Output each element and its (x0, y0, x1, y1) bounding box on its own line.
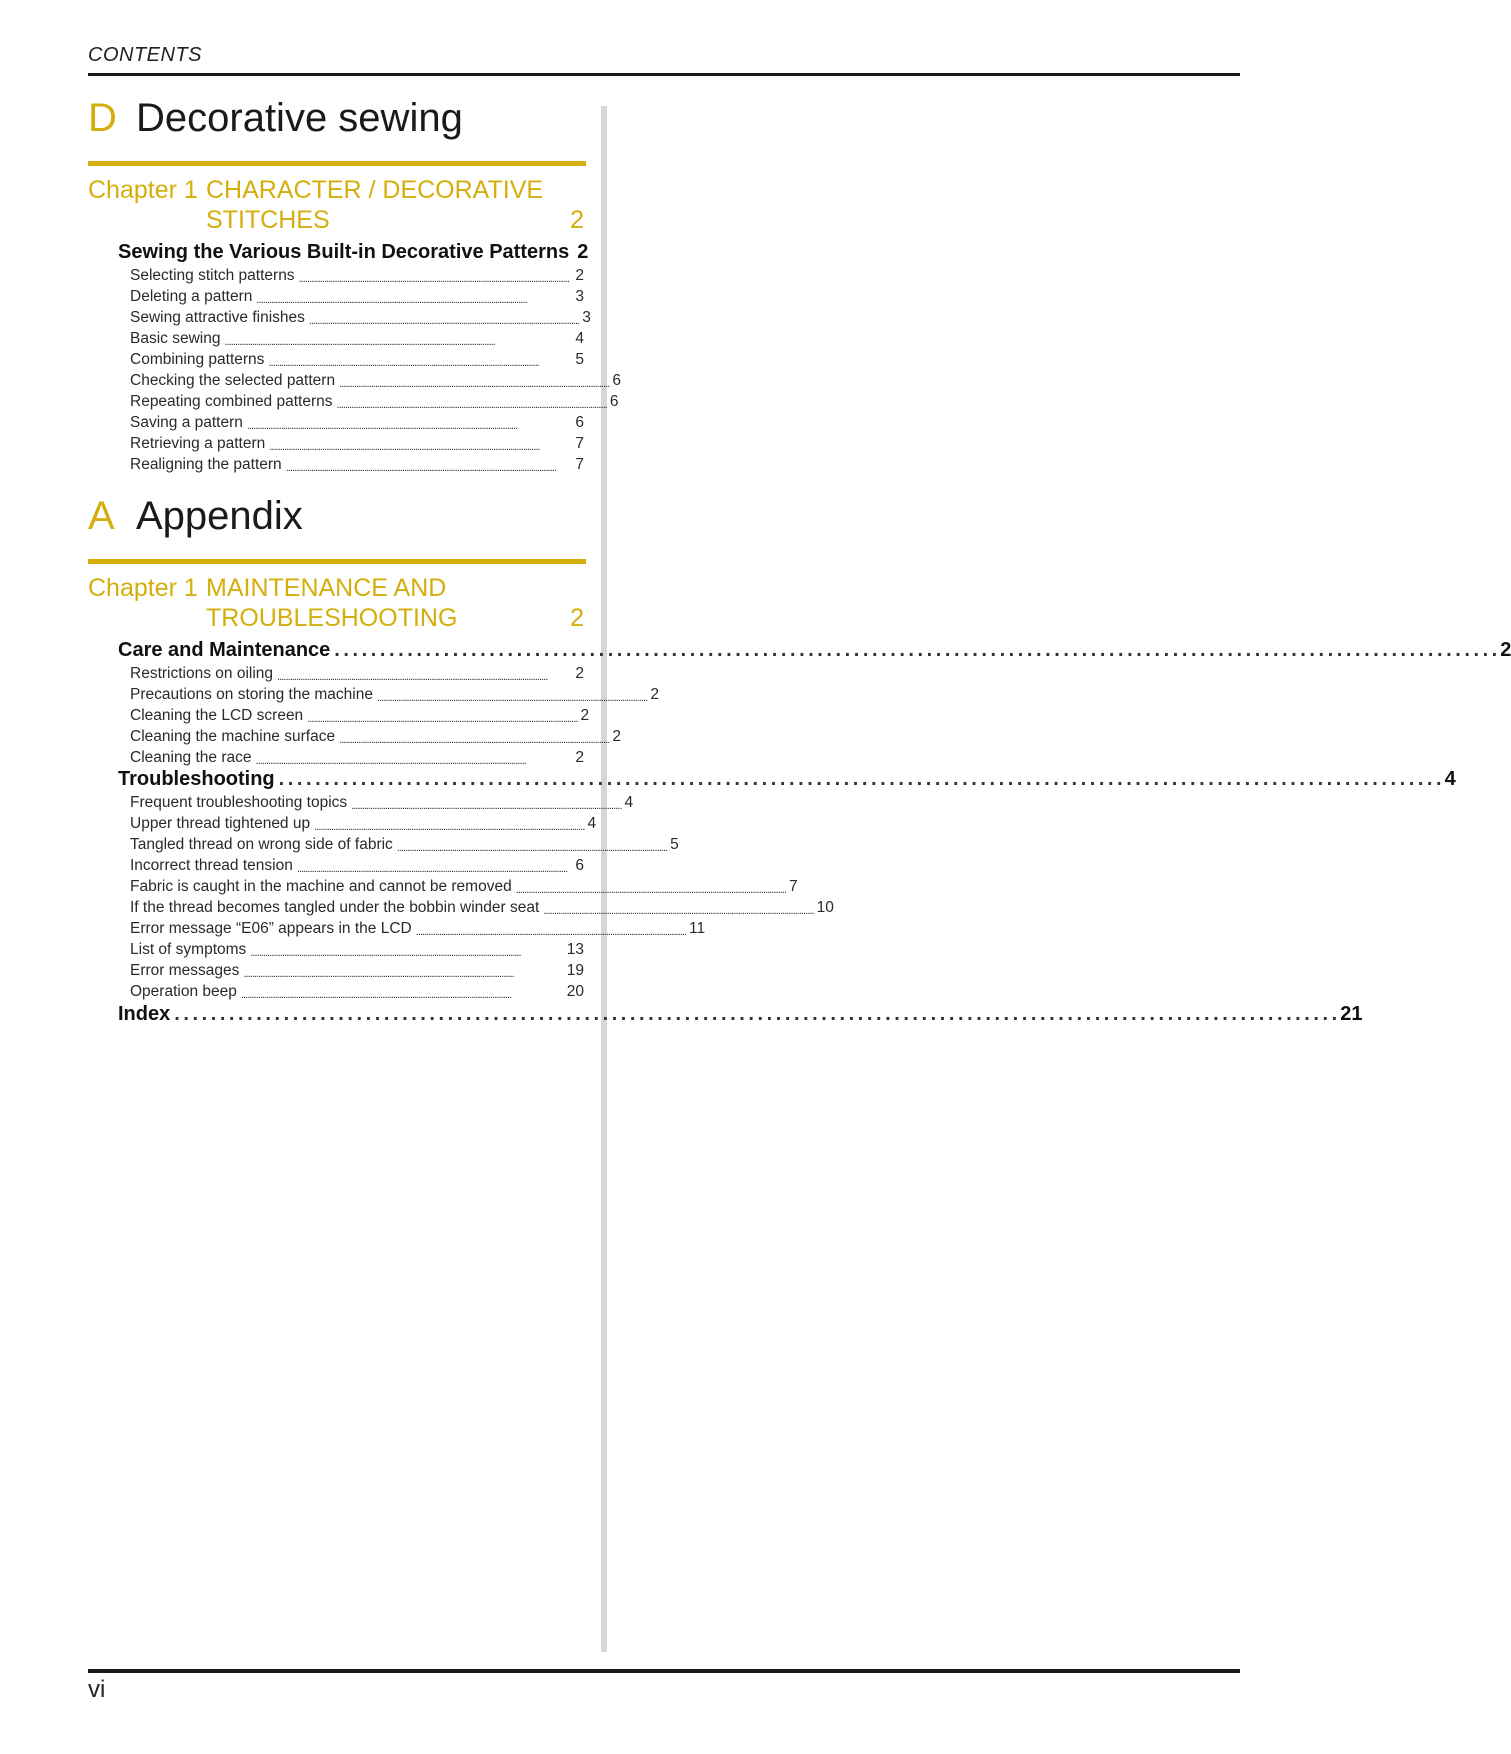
leader-dots (269, 441, 571, 453)
toc-entry[interactable] (130, 370, 622, 390)
section-page: 2 (1500, 639, 1511, 661)
entry-page: 4 (587, 815, 597, 832)
entry-title: Operation beep (130, 983, 237, 1000)
section-title: Sewing the Various Built-in Decorative Patterns (118, 241, 570, 263)
entry-page: 5 (575, 351, 584, 368)
entry-title: List of symptoms (130, 941, 247, 958)
toc-entry[interactable] (130, 391, 619, 411)
toc-entry[interactable] (130, 328, 584, 348)
leader-dots (377, 692, 646, 704)
entry-page: 11 (689, 920, 706, 937)
entry-title: Deleting a pattern (130, 288, 253, 305)
leader-dots (416, 926, 685, 938)
toc-entry[interactable] (130, 897, 834, 917)
part-letter: A (88, 494, 115, 538)
leader-dots (277, 671, 571, 683)
section-page: 2 (577, 241, 589, 263)
part-title: Decorative sewing (136, 96, 463, 140)
entry-page: 2 (650, 686, 659, 703)
part-heading-decorative-sewing (88, 96, 586, 166)
chapter-heading[interactable] (88, 574, 586, 634)
column-divider (601, 106, 607, 1652)
leader-dots (286, 462, 572, 474)
leader-dots (279, 768, 1441, 791)
part-rule (88, 559, 586, 564)
chapter-label: Chapter 1 (88, 176, 198, 204)
index-page: 21 (1340, 1003, 1363, 1025)
entry-title: Selecting stitch patterns (130, 267, 295, 284)
leader-dots (337, 399, 606, 411)
entry-page: 7 (789, 878, 798, 895)
toc-entry[interactable] (130, 726, 622, 746)
index-title: Index (118, 1003, 171, 1025)
leader-dots (351, 800, 620, 812)
entry-page: 4 (575, 330, 584, 347)
leader-dots (256, 294, 571, 306)
section-title: Care and Maintenance (118, 639, 331, 661)
entry-title: Cleaning the machine surface (130, 728, 336, 745)
chapter-title-line2: STITCHES (206, 206, 330, 234)
leader-dots (247, 420, 571, 432)
toc-entry[interactable] (130, 307, 591, 327)
leader-dots (543, 905, 812, 917)
running-header: CONTENTS (88, 44, 202, 66)
part-letter: D (88, 96, 117, 140)
entry-page: 2 (575, 267, 584, 284)
entry-title: Combining patterns (130, 351, 265, 368)
toc-entry[interactable] (130, 684, 659, 704)
toc-entry[interactable] (130, 663, 584, 683)
toc-entry[interactable] (130, 265, 584, 285)
entry-title: Error message “E06” appears in the LCD (130, 920, 412, 937)
entry-title: Upper thread tightened up (130, 815, 311, 832)
entry-title: Precautions on storing the machine (130, 686, 373, 703)
section-title: Troubleshooting (118, 768, 275, 790)
leader-dots (297, 863, 572, 875)
leader-dots (256, 755, 572, 767)
part-rule (88, 161, 586, 166)
entry-page: 2 (575, 665, 584, 682)
toc-entry[interactable] (130, 433, 584, 453)
toc-entry[interactable] (130, 960, 584, 980)
entry-title: Repeating combined patterns (130, 393, 333, 410)
chapter-label: Chapter 1 (88, 574, 198, 602)
entry-title: Fabric is caught in the machine and cannot be removed (130, 878, 512, 895)
leader-dots (241, 989, 563, 1001)
entry-page: 20 (566, 983, 584, 1000)
toc-entry[interactable] (130, 792, 634, 812)
entry-page: 7 (575, 435, 584, 452)
leader-dots (516, 884, 785, 896)
entry-page: 2 (612, 728, 622, 745)
entry-title: Restrictions on oiling (130, 665, 274, 682)
toc-entry[interactable] (130, 705, 590, 725)
entry-page: 2 (580, 707, 590, 724)
chapter-heading[interactable] (88, 176, 586, 236)
entry-title: Error messages (130, 962, 240, 979)
toc-section-entry[interactable] (118, 767, 1456, 791)
toc-entry[interactable] (130, 876, 798, 896)
toc-entry[interactable] (130, 286, 584, 306)
entry-title: If the thread becomes tangled under the bobbin winder seat (130, 899, 540, 916)
section-page: 4 (1444, 768, 1456, 790)
entry-page: 6 (575, 857, 584, 874)
toc-entry[interactable] (130, 918, 706, 938)
leader-dots (250, 947, 562, 959)
chapter-title-line1: CHARACTER / DECORATIVE (206, 176, 544, 204)
toc-section-entry[interactable] (118, 240, 589, 264)
toc-index-entry[interactable] (118, 1002, 1363, 1026)
entry-page: 6 (575, 414, 584, 431)
leader-dots (299, 273, 572, 285)
part-heading-appendix (88, 494, 586, 564)
leader-dots (314, 821, 583, 833)
leader-dots (334, 639, 1496, 662)
page-number: vi (88, 1676, 106, 1703)
entry-page: 6 (612, 372, 622, 389)
chapter-title-line2: TROUBLESHOOTING (206, 604, 458, 632)
toc-section-entry[interactable] (118, 638, 1511, 662)
entry-title: Realigning the pattern (130, 456, 282, 473)
entry-page: 6 (609, 393, 619, 410)
entry-page: 2 (575, 749, 584, 766)
leader-dots (339, 378, 608, 390)
leader-dots (224, 336, 571, 348)
entry-page: 5 (670, 836, 679, 853)
entry-title: Retrieving a pattern (130, 435, 266, 452)
entry-page: 3 (575, 288, 584, 305)
entry-title: Basic sewing (130, 330, 221, 347)
leader-dots (397, 842, 666, 854)
entry-page: 13 (566, 941, 584, 958)
toc-entry[interactable] (130, 834, 679, 854)
chapter-page: 2 (570, 206, 584, 234)
chapter-title-line1: MAINTENANCE AND (206, 574, 447, 602)
entry-title: Cleaning the race (130, 749, 252, 766)
entry-page: 7 (575, 456, 584, 473)
toc-entry[interactable] (130, 747, 584, 767)
entry-page: 10 (816, 899, 834, 916)
toc-entry[interactable] (130, 981, 584, 1001)
footer-rule (88, 1669, 1240, 1673)
toc-entry[interactable] (130, 454, 584, 474)
leader-dots (307, 713, 576, 725)
entry-title: Checking the selected pattern (130, 372, 336, 389)
toc-entry[interactable] (130, 939, 584, 959)
toc-entry[interactable] (130, 349, 584, 369)
entry-title: Cleaning the LCD screen (130, 707, 304, 724)
leader-dots (174, 1003, 1336, 1026)
entry-title: Frequent troubleshooting topics (130, 794, 348, 811)
leader-dots (309, 315, 578, 327)
header-rule (88, 73, 1240, 76)
entry-title: Saving a pattern (130, 414, 243, 431)
toc-entry[interactable] (130, 412, 584, 432)
entry-title: Incorrect thread tension (130, 857, 293, 874)
toc-entry[interactable] (130, 813, 597, 833)
leader-dots (268, 357, 571, 369)
leader-dots (339, 734, 608, 746)
entry-title: Tangled thread on wrong side of fabric (130, 836, 393, 853)
entry-page: 4 (624, 794, 634, 811)
chapter-page: 2 (570, 604, 584, 632)
entry-title: Sewing attractive finishes (130, 309, 305, 326)
leader-dots (243, 968, 562, 980)
entry-page: 3 (582, 309, 591, 326)
toc-entry[interactable] (130, 855, 584, 875)
entry-page: 19 (566, 962, 584, 979)
part-title: Appendix (136, 494, 303, 538)
